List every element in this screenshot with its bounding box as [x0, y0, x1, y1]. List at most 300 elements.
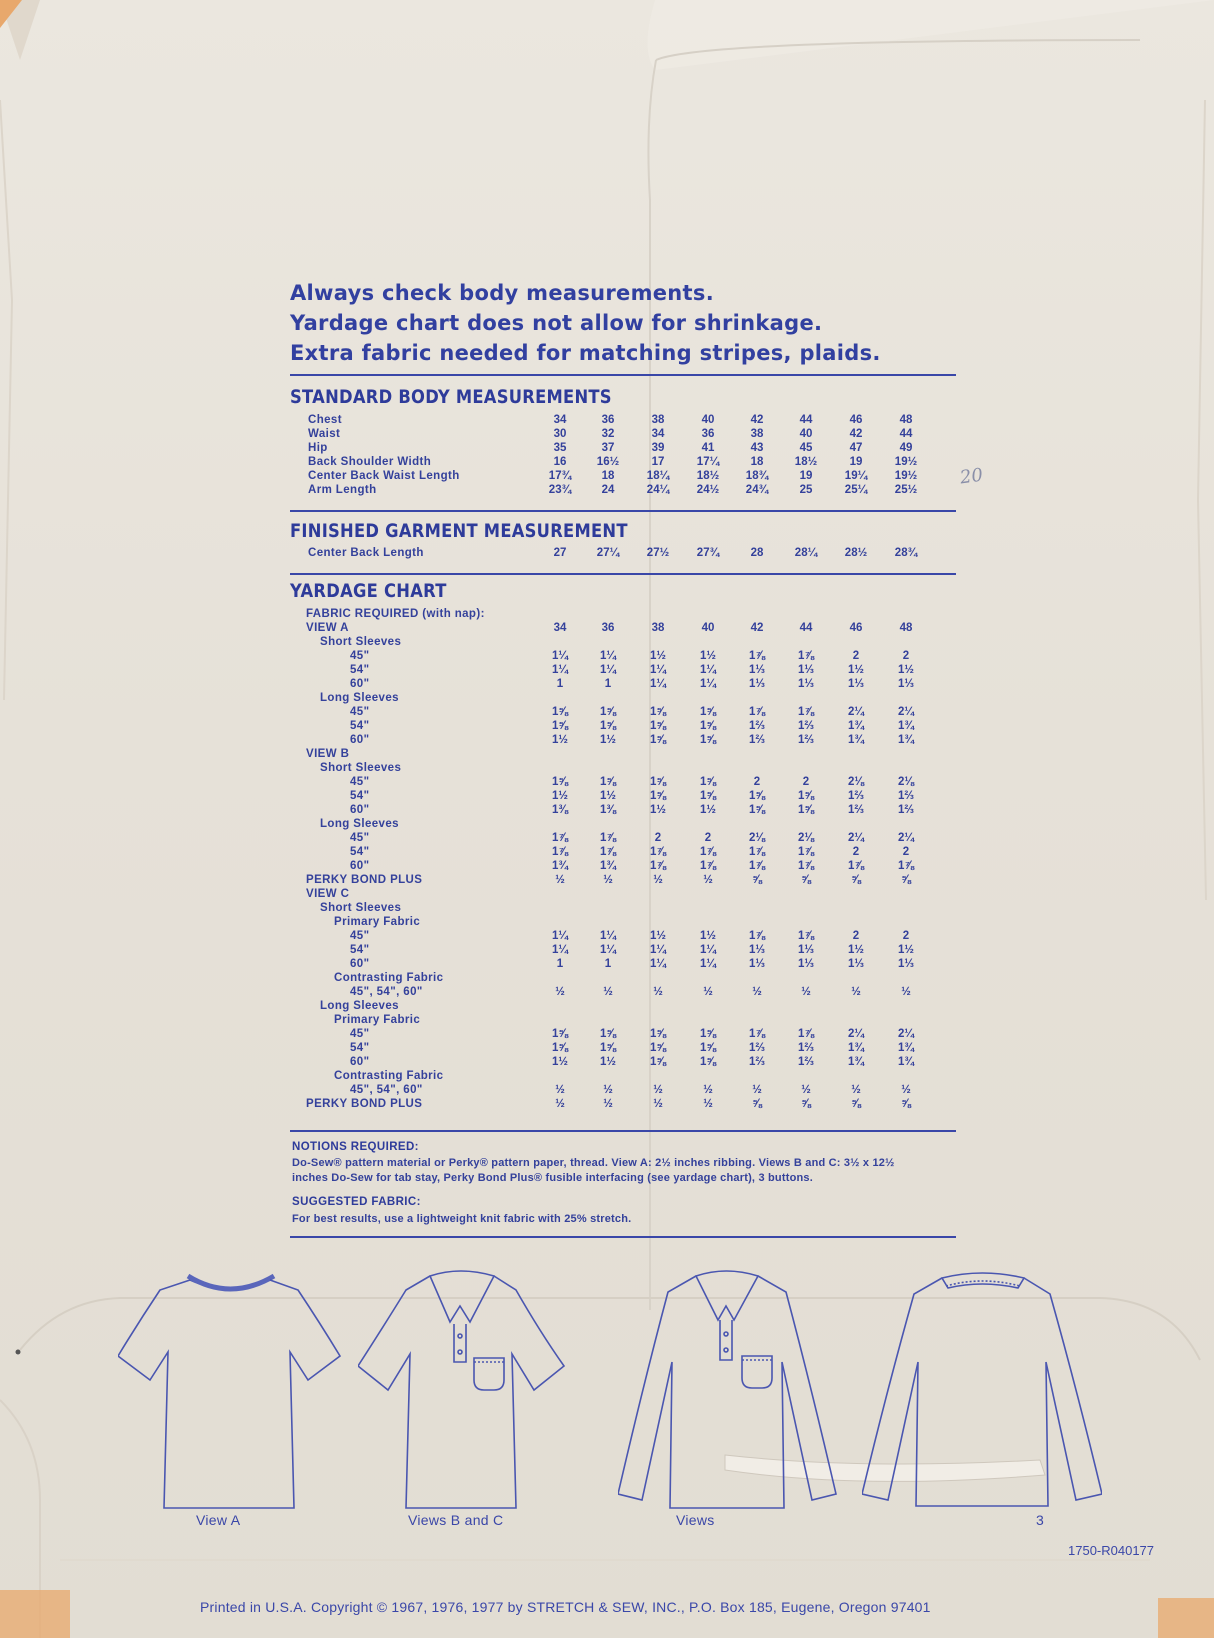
- row-label: Long Sleeves: [320, 1000, 399, 1012]
- cell-value: 35: [553, 442, 567, 454]
- cell-value: 1⅝: [700, 776, 716, 788]
- cell-value: 1⅓: [848, 958, 864, 970]
- row-label: 54": [350, 846, 370, 858]
- cell-value: 27¾: [696, 547, 720, 559]
- row-label: Short Sleeves: [320, 636, 402, 648]
- cell-value: 40: [701, 414, 715, 426]
- cell-value: 1¾: [600, 860, 616, 872]
- cell-value: 19: [849, 456, 863, 468]
- cell-value: 1: [556, 678, 564, 690]
- cell-value: 1⅞: [848, 860, 864, 872]
- cell-value: 1⅝: [552, 776, 568, 788]
- cell-value: 1⅓: [798, 678, 814, 690]
- row-label: 60": [350, 1056, 370, 1068]
- cell-value: 2: [852, 846, 860, 858]
- cell-value: 30: [553, 428, 567, 440]
- cell-value: 1⅞: [700, 860, 716, 872]
- cell-value: 44: [899, 428, 913, 440]
- cell-value: 1⅝: [600, 1028, 616, 1040]
- cell-value: 1¼: [600, 944, 616, 956]
- cell-value: 1: [556, 958, 564, 970]
- cell-value: 1½: [650, 930, 666, 942]
- cell-value: 1⅔: [848, 790, 864, 802]
- cell-value: 36: [601, 622, 615, 634]
- cell-value: 1¼: [700, 664, 716, 676]
- cell-value: 1⅓: [848, 678, 864, 690]
- cell-value: 18½: [696, 470, 720, 482]
- cell-value: 2¼: [848, 706, 864, 718]
- cell-value: 1⅓: [798, 958, 814, 970]
- cell-value: 1¼: [552, 650, 568, 662]
- cell-value: ½: [801, 986, 811, 998]
- cell-value: 1⅔: [848, 804, 864, 816]
- cell-value: 1⅞: [749, 930, 765, 942]
- product-code: 1750-R040177: [1068, 1543, 1155, 1558]
- cell-value: ½: [653, 874, 663, 886]
- cell-value: 1½: [600, 1056, 616, 1068]
- cell-value: 1⅝: [700, 1056, 716, 1068]
- cell-value: 44: [799, 414, 813, 426]
- cell-value: 1⅞: [798, 930, 814, 942]
- cell-value: 19½: [894, 456, 918, 468]
- cell-value: 1⅝: [650, 1056, 666, 1068]
- copyright-footer: Printed in U.S.A. Copyright © 1967, 1976, 1977 by STRETCH & SEW, INC., P.O. Box 185, Eugene, Oregon 97401: [200, 1599, 931, 1615]
- cell-value: 1⅜: [600, 804, 616, 816]
- cell-value: ½: [901, 986, 911, 998]
- cell-value: 1⅞: [898, 860, 914, 872]
- suggested-fabric-text: For best results, use a lightweight knit fabric with 25% stretch.: [292, 1213, 632, 1225]
- views-b-c-label: Views B and C: [408, 1512, 504, 1528]
- cell-value: 1⅝: [552, 706, 568, 718]
- cell-value: 19: [799, 470, 813, 482]
- cell-value: 1⅓: [898, 678, 914, 690]
- cell-value: 17¼: [696, 456, 720, 468]
- cell-value: 24¾: [745, 484, 769, 496]
- cell-value: 18: [601, 470, 615, 482]
- row-label: VIEW C: [306, 888, 350, 900]
- cell-value: 1⅝: [650, 706, 666, 718]
- cell-value: 1¼: [552, 944, 568, 956]
- cell-value: 1⅝: [600, 776, 616, 788]
- cell-value: 27¼: [596, 547, 620, 559]
- cell-value: ⅝: [851, 1098, 861, 1110]
- cell-value: 1⅞: [798, 650, 814, 662]
- cell-value: ½: [901, 1084, 911, 1096]
- cell-value: ⅝: [801, 1098, 811, 1110]
- row-label: FABRIC REQUIRED (with nap):: [306, 608, 485, 620]
- row-label: Center Back Waist Length: [308, 470, 460, 482]
- cell-value: 1¾: [898, 1056, 914, 1068]
- cell-value: 34: [553, 414, 567, 426]
- cell-value: ⅝: [801, 874, 811, 886]
- cell-value: 1⅔: [898, 804, 914, 816]
- cell-value: 1: [604, 678, 612, 690]
- cell-value: 1⅝: [552, 1042, 568, 1054]
- cell-value: 23¾: [548, 484, 572, 496]
- cell-value: ⅝: [752, 874, 762, 886]
- garment-view-a-drawing: [118, 1268, 343, 1513]
- cell-value: 47: [849, 442, 863, 454]
- cell-value: 1⅝: [600, 706, 616, 718]
- corner-tab-bottom-right: [1158, 1598, 1214, 1638]
- cell-value: 41: [701, 442, 715, 454]
- cell-value: 1⅔: [749, 1042, 765, 1054]
- divider: [290, 374, 956, 376]
- cell-value: 1⅓: [749, 678, 765, 690]
- cell-value: 1⅝: [798, 804, 814, 816]
- cell-value: 1⅓: [798, 664, 814, 676]
- cell-value: 2¼: [898, 706, 914, 718]
- cell-value: 28¼: [794, 547, 818, 559]
- cell-value: 2¼: [898, 1028, 914, 1040]
- row-label: Hip: [308, 442, 328, 454]
- cell-value: 1⅝: [700, 720, 716, 732]
- cell-value: 28¾: [894, 547, 918, 559]
- garment-view-b-drawing: [358, 1262, 568, 1512]
- cell-value: 1½: [650, 804, 666, 816]
- cell-value: 1¼: [552, 664, 568, 676]
- cell-value: 16: [553, 456, 567, 468]
- cell-value: 1½: [700, 804, 716, 816]
- cell-value: 1⅝: [600, 720, 616, 732]
- cell-value: 1¼: [600, 650, 616, 662]
- cell-value: ½: [555, 1084, 565, 1096]
- cell-value: 24: [601, 484, 615, 496]
- cell-value: 1⅝: [650, 720, 666, 732]
- cell-value: 1⅞: [798, 1028, 814, 1040]
- cell-value: ½: [555, 986, 565, 998]
- view-c-label-partial: Views: [676, 1512, 715, 1528]
- cell-value: 2¼: [848, 1028, 864, 1040]
- cell-value: ⅝: [901, 874, 911, 886]
- cell-value: 1⅞: [798, 706, 814, 718]
- row-label: 60": [350, 678, 370, 690]
- cell-value: ⅝: [901, 1098, 911, 1110]
- divider: [290, 1236, 956, 1238]
- divider: [290, 573, 956, 575]
- cell-value: ½: [653, 1098, 663, 1110]
- cell-value: 2⅛: [898, 776, 914, 788]
- cell-value: 1⅞: [600, 832, 616, 844]
- cell-value: 1⅝: [650, 1042, 666, 1054]
- cell-value: 17: [651, 456, 665, 468]
- cell-value: 1¼: [700, 678, 716, 690]
- cell-value: 16½: [596, 456, 620, 468]
- cell-value: 1¾: [848, 1042, 864, 1054]
- cell-value: ½: [752, 986, 762, 998]
- row-label: 54": [350, 790, 370, 802]
- cell-value: 38: [750, 428, 764, 440]
- cell-value: 36: [601, 414, 615, 426]
- cell-value: 1¾: [898, 734, 914, 746]
- cell-value: 1⅞: [798, 860, 814, 872]
- view-a-label: View A: [196, 1512, 241, 1528]
- cell-value: 1½: [700, 930, 716, 942]
- cell-value: ½: [603, 1098, 613, 1110]
- cell-value: 1⅔: [798, 1042, 814, 1054]
- cell-value: ½: [703, 1098, 713, 1110]
- cell-value: 46: [849, 622, 863, 634]
- intro-notes: [290, 278, 970, 368]
- cell-value: 25: [799, 484, 813, 496]
- cell-value: ½: [653, 1084, 663, 1096]
- row-label: VIEW B: [306, 748, 350, 760]
- cell-value: 38: [651, 622, 665, 634]
- cell-value: 1¼: [650, 664, 666, 676]
- cell-value: 2: [852, 930, 860, 942]
- cell-value: 1⅓: [749, 958, 765, 970]
- row-label: Center Back Length: [308, 547, 424, 559]
- cell-value: 27: [553, 547, 567, 559]
- cell-value: 2¼: [848, 832, 864, 844]
- cell-value: 17¾: [548, 470, 572, 482]
- cell-value: 1¾: [552, 860, 568, 872]
- cell-value: 1⅝: [700, 1028, 716, 1040]
- row-label: Arm Length: [308, 484, 377, 496]
- row-label: 45": [350, 832, 370, 844]
- cell-value: 34: [651, 428, 665, 440]
- row-label: 45": [350, 930, 370, 942]
- cell-value: 24¼: [646, 484, 670, 496]
- cell-value: 39: [651, 442, 665, 454]
- row-label: 60": [350, 804, 370, 816]
- cell-value: 1½: [700, 650, 716, 662]
- cell-value: 1⅝: [700, 1042, 716, 1054]
- cell-value: 18¾: [745, 470, 769, 482]
- cell-value: 25¼: [844, 484, 868, 496]
- divider: [290, 1130, 956, 1132]
- cell-value: 1⅞: [749, 706, 765, 718]
- pencil-note: 20: [958, 464, 985, 489]
- cell-value: ½: [653, 986, 663, 998]
- cell-value: ½: [555, 874, 565, 886]
- cell-value: 1⅞: [749, 846, 765, 858]
- yardage-title: YARDAGE CHART: [290, 580, 447, 602]
- view-d-label-partial: 3: [1036, 1512, 1045, 1528]
- cell-value: 1⅔: [798, 720, 814, 732]
- cell-value: ½: [603, 874, 613, 886]
- cell-value: 1½: [650, 650, 666, 662]
- cell-value: 1⅝: [700, 706, 716, 718]
- intro-line-2: Yardage chart does not allow for shrinkage.: [290, 311, 823, 335]
- cell-value: 1¼: [600, 664, 616, 676]
- cell-value: 1¾: [848, 720, 864, 732]
- cell-value: 1½: [600, 734, 616, 746]
- cell-value: 18: [750, 456, 764, 468]
- notions-text: Do-Sew® pattern material or Perky® pattern paper, thread. View A: 2½ inches ribbing. Views B and C: 3½ x 12½ inches Do-Sew for tab stay, Perky Bond Plus® fusible interfacing (see yardage chart), 3 buttons.: [292, 1157, 895, 1184]
- cell-value: 1½: [898, 944, 914, 956]
- row-label: Long Sleeves: [320, 818, 399, 830]
- row-label: 60": [350, 958, 370, 970]
- cell-value: 1¾: [848, 1056, 864, 1068]
- cell-value: 1⅝: [700, 734, 716, 746]
- cell-value: 37: [601, 442, 615, 454]
- cell-value: 1⅔: [749, 734, 765, 746]
- cell-value: 1⅝: [600, 1042, 616, 1054]
- cell-value: 28: [750, 547, 764, 559]
- row-label: VIEW A: [306, 622, 349, 634]
- cell-value: 27½: [646, 547, 670, 559]
- cell-value: 40: [799, 428, 813, 440]
- cell-value: 1⅞: [749, 650, 765, 662]
- cell-value: 19½: [894, 470, 918, 482]
- cell-value: 1⅝: [650, 1028, 666, 1040]
- cell-value: 2⅛: [848, 776, 864, 788]
- cell-value: ½: [603, 986, 613, 998]
- cell-value: 2: [753, 776, 761, 788]
- row-label: 60": [350, 860, 370, 872]
- row-label: 54": [350, 1042, 370, 1054]
- cell-value: ⅝: [752, 1098, 762, 1110]
- cell-value: 1½: [552, 790, 568, 802]
- cell-value: 1⅔: [798, 1056, 814, 1068]
- cell-value: 1⅞: [552, 832, 568, 844]
- cell-value: ½: [851, 1084, 861, 1096]
- cell-value: 46: [849, 414, 863, 426]
- divider: [290, 510, 956, 512]
- row-label: 45", 54", 60": [350, 1084, 423, 1096]
- corner-tab-bottom-left: [0, 1590, 70, 1638]
- row-label: Contrasting Fabric: [334, 1070, 444, 1082]
- cell-value: 1⅔: [898, 790, 914, 802]
- cell-value: 1⅝: [749, 804, 765, 816]
- cell-value: 1⅞: [650, 860, 666, 872]
- row-label: 45": [350, 706, 370, 718]
- cell-value: 1⅞: [600, 846, 616, 858]
- cell-value: ½: [801, 1084, 811, 1096]
- cell-value: 1⅓: [898, 958, 914, 970]
- row-label: Waist: [308, 428, 341, 440]
- finished-title: FINISHED GARMENT MEASUREMENT: [290, 520, 628, 542]
- cell-value: 48: [899, 414, 913, 426]
- row-label: Short Sleeves: [320, 762, 402, 774]
- cell-value: 1⅜: [552, 804, 568, 816]
- suggested-fabric-title: SUGGESTED FABRIC:: [292, 1196, 421, 1208]
- row-label: Back Shoulder Width: [308, 456, 432, 468]
- cell-value: 1½: [600, 790, 616, 802]
- row-label: 45": [350, 776, 370, 788]
- cell-value: 1¾: [848, 734, 864, 746]
- cell-value: 45: [799, 442, 813, 454]
- cell-value: 1½: [848, 944, 864, 956]
- cell-value: 2: [704, 832, 712, 844]
- cell-value: 1¼: [552, 930, 568, 942]
- cell-value: 28½: [844, 547, 868, 559]
- cell-value: 25½: [894, 484, 918, 496]
- row-label: 45": [350, 650, 370, 662]
- cell-value: 40: [701, 622, 715, 634]
- cell-value: ½: [851, 986, 861, 998]
- cell-value: 2⅛: [749, 832, 765, 844]
- cell-value: 1⅝: [552, 1028, 568, 1040]
- cell-value: 1¼: [700, 958, 716, 970]
- garment-view-c-drawing: [618, 1262, 838, 1512]
- cell-value: 1⅓: [749, 944, 765, 956]
- cell-value: 1⅞: [749, 1028, 765, 1040]
- cell-value: ½: [703, 986, 713, 998]
- cell-value: 42: [849, 428, 863, 440]
- cell-value: 1½: [848, 664, 864, 676]
- cell-value: 1⅞: [650, 846, 666, 858]
- cell-value: 1⅝: [552, 720, 568, 732]
- cell-value: 1⅞: [749, 860, 765, 872]
- cell-value: 1⅝: [650, 790, 666, 802]
- cell-value: 1: [604, 958, 612, 970]
- row-label: PERKY BOND PLUS: [306, 1098, 423, 1110]
- cell-value: 32: [601, 428, 615, 440]
- cell-value: 2: [902, 846, 910, 858]
- cell-value: 2⅛: [798, 832, 814, 844]
- cell-value: ½: [703, 1084, 713, 1096]
- cell-value: ½: [703, 874, 713, 886]
- intro-line-3: Extra fabric needed for matching stripes, plaids.: [290, 341, 881, 365]
- cell-value: 38: [651, 414, 665, 426]
- cell-value: 1½: [552, 734, 568, 746]
- cell-value: 1¼: [650, 944, 666, 956]
- cell-value: 1⅝: [650, 734, 666, 746]
- cell-value: 1¼: [600, 930, 616, 942]
- cell-value: 42: [750, 622, 764, 634]
- row-label: Short Sleeves: [320, 902, 402, 914]
- cell-value: 1¼: [650, 958, 666, 970]
- cell-value: 1¾: [898, 720, 914, 732]
- cell-value: 2: [902, 650, 910, 662]
- row-label: 54": [350, 664, 370, 676]
- intro-line-1: Always check body measurements.: [290, 281, 714, 305]
- row-label: Chest: [308, 414, 342, 426]
- row-label: 60": [350, 734, 370, 746]
- cell-value: 1¾: [898, 1042, 914, 1054]
- cell-value: 2: [802, 776, 810, 788]
- cell-value: 1⅝: [700, 790, 716, 802]
- cell-value: 1⅝: [749, 790, 765, 802]
- cell-value: 43: [750, 442, 764, 454]
- cell-value: 49: [899, 442, 913, 454]
- cell-value: 1½: [898, 664, 914, 676]
- cell-value: ⅝: [851, 874, 861, 886]
- cell-value: 1⅝: [650, 776, 666, 788]
- cell-value: 1½: [552, 1056, 568, 1068]
- row-label: Contrasting Fabric: [334, 972, 444, 984]
- cell-value: ½: [752, 1084, 762, 1096]
- cell-value: 44: [799, 622, 813, 634]
- cell-value: 19¼: [844, 470, 868, 482]
- cell-value: 1⅓: [798, 944, 814, 956]
- cell-value: 2: [902, 930, 910, 942]
- cell-value: 1¼: [650, 678, 666, 690]
- row-label: 54": [350, 720, 370, 732]
- cell-value: 1⅝: [798, 790, 814, 802]
- cell-value: 1⅓: [749, 664, 765, 676]
- cell-value: 2: [852, 650, 860, 662]
- cell-value: 1⅔: [749, 720, 765, 732]
- cell-value: 1⅔: [749, 1056, 765, 1068]
- row-label: Primary Fabric: [334, 1014, 421, 1026]
- cell-value: 42: [750, 414, 764, 426]
- cell-value: 1⅞: [798, 846, 814, 858]
- cell-value: 48: [899, 622, 913, 634]
- cell-value: 18½: [794, 456, 818, 468]
- cell-value: 1¼: [700, 944, 716, 956]
- garment-back-view-drawing: [862, 1266, 1102, 1511]
- standard-title: STANDARD BODY MEASUREMENTS: [290, 386, 612, 408]
- cell-value: ½: [555, 1098, 565, 1110]
- row-label: 54": [350, 944, 370, 956]
- row-label: 45": [350, 1028, 370, 1040]
- cell-value: 34: [553, 622, 567, 634]
- row-label: Primary Fabric: [334, 916, 421, 928]
- cell-value: 18¼: [646, 470, 670, 482]
